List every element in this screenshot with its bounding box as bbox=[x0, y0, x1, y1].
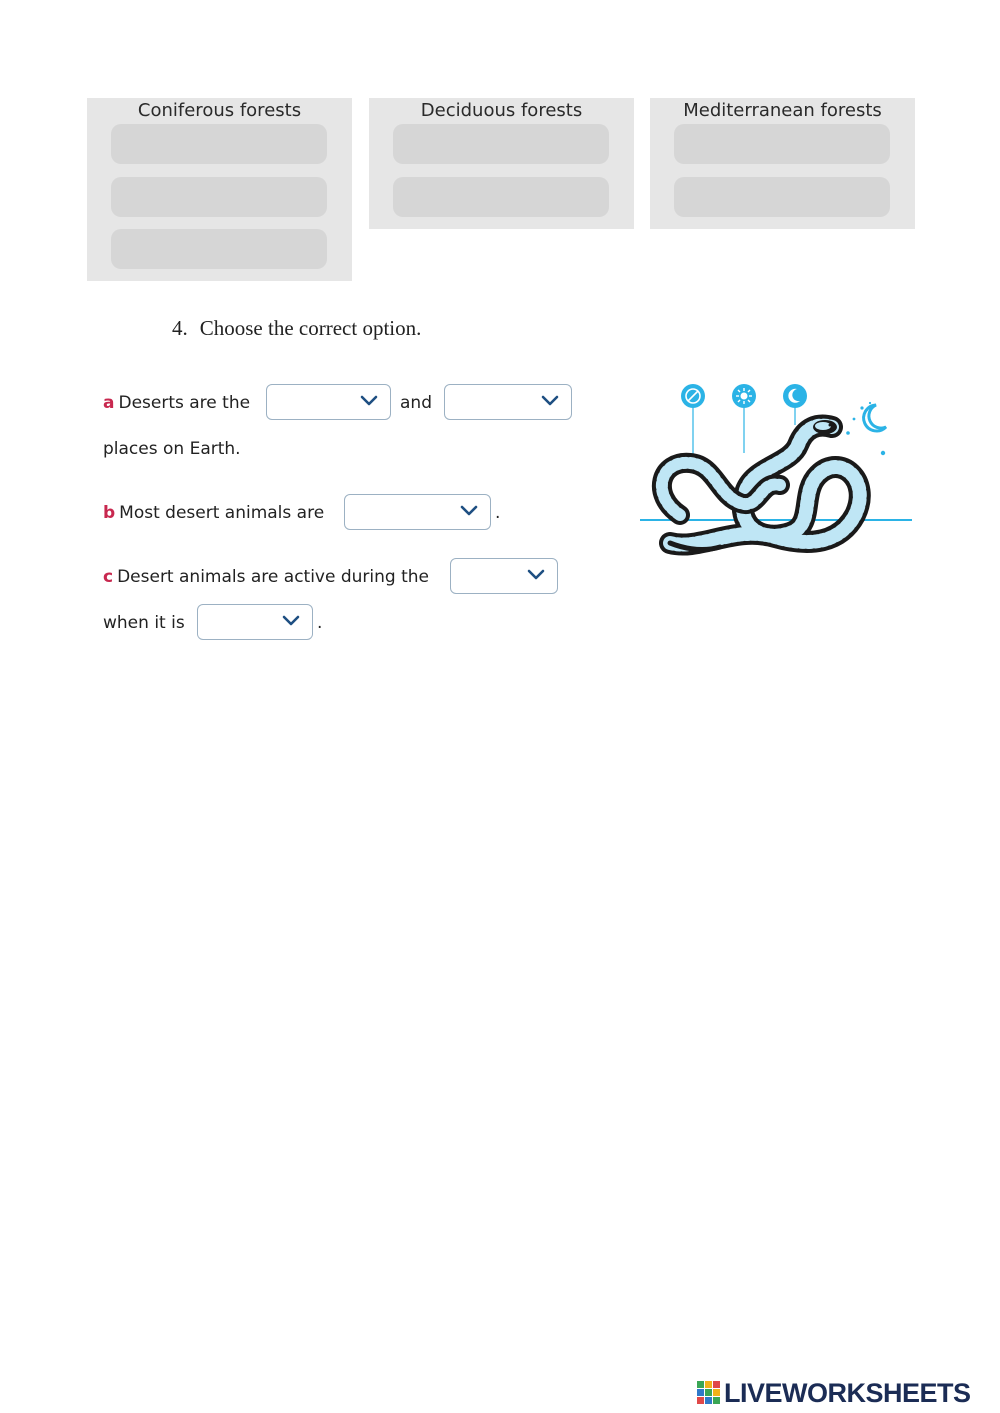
item-a-and: and bbox=[400, 393, 432, 413]
category-box-mediterranean bbox=[650, 98, 915, 229]
item-c-line2: when it is bbox=[103, 613, 185, 633]
item-text: Desert animals are active during the bbox=[117, 567, 429, 587]
chevron-down-icon bbox=[360, 395, 378, 407]
no-water-icon bbox=[681, 384, 705, 408]
item-letter: c bbox=[103, 567, 114, 587]
desert-snake-illustration bbox=[640, 375, 915, 560]
sun-icon bbox=[732, 384, 756, 408]
item-a-line2: places on Earth. bbox=[103, 439, 241, 459]
dropdown-c2[interactable] bbox=[197, 604, 313, 640]
category-title: Mediterranean forests bbox=[683, 100, 882, 121]
liveworksheets-logo bbox=[697, 1376, 971, 1410]
question-number: 4. bbox=[172, 316, 188, 340]
brand-text: LIVEWORKSHEETS bbox=[724, 1377, 971, 1408]
dropdown-a2[interactable] bbox=[444, 384, 572, 420]
category-box-deciduous bbox=[369, 98, 634, 229]
dropdown-c1[interactable] bbox=[450, 558, 558, 594]
chevron-down-icon bbox=[282, 615, 300, 627]
item-letter: a bbox=[103, 393, 115, 413]
drop-slot[interactable] bbox=[111, 177, 327, 217]
item-b-end: . bbox=[495, 503, 501, 523]
chevron-down-icon bbox=[541, 395, 559, 407]
moon-icon bbox=[783, 384, 807, 408]
chevron-down-icon bbox=[527, 569, 545, 581]
item-c-end: . bbox=[317, 613, 323, 633]
drop-slot[interactable] bbox=[393, 177, 609, 217]
item-text: Most desert animals are bbox=[119, 503, 325, 523]
drop-slot[interactable] bbox=[393, 124, 609, 164]
drop-slot[interactable] bbox=[674, 177, 890, 217]
item-letter: b bbox=[103, 503, 116, 523]
item-a-line1 bbox=[103, 391, 250, 415]
dropdown-b1[interactable] bbox=[344, 494, 491, 530]
category-box-coniferous bbox=[87, 98, 352, 281]
item-c-line1 bbox=[103, 565, 429, 589]
drop-slot[interactable] bbox=[111, 124, 327, 164]
question-title: Choose the correct option. bbox=[199, 316, 422, 340]
item-b-line bbox=[103, 501, 324, 525]
dropdown-a1[interactable] bbox=[266, 384, 391, 420]
drop-slot[interactable] bbox=[674, 124, 890, 164]
logo-mark-icon bbox=[697, 1381, 721, 1405]
category-title: Deciduous forests bbox=[420, 100, 583, 121]
item-text: Deserts are the bbox=[118, 393, 251, 413]
category-title: Coniferous forests bbox=[137, 100, 302, 121]
question-heading bbox=[172, 316, 421, 341]
drop-slot[interactable] bbox=[111, 229, 327, 269]
chevron-down-icon bbox=[460, 505, 478, 517]
